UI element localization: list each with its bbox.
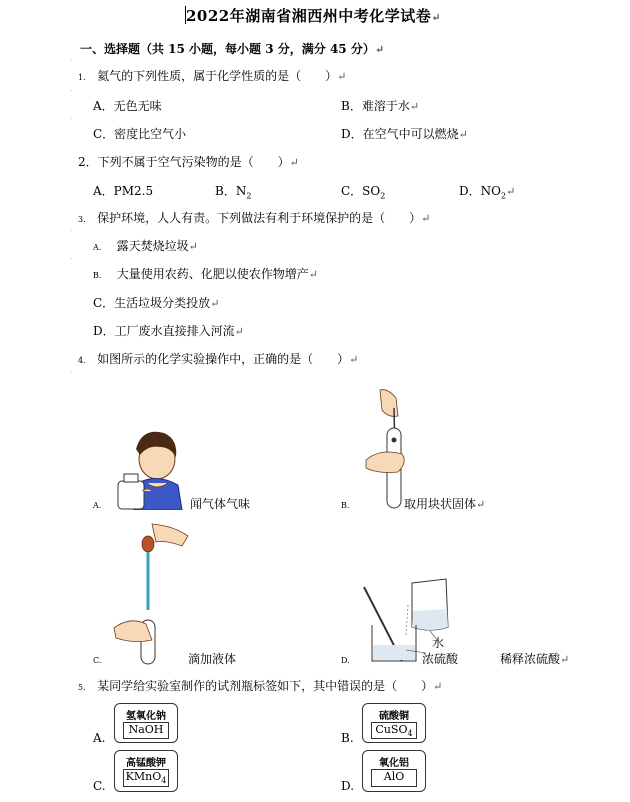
paragraph-mark: ↵	[409, 100, 420, 113]
line-tick: ˙	[70, 372, 74, 380]
q4-option-d-text	[500, 650, 569, 667]
reagent-label-b-formula-sub: 4	[407, 729, 413, 739]
q4-option-b-label: 取用块状固体	[404, 497, 477, 511]
paragraph-mark: ↵	[308, 268, 318, 281]
line-tick: ˙	[70, 60, 74, 68]
q4-text: 如图所示的化学实验操作中，正确的是（ ）	[97, 352, 350, 366]
q1-option-b[interactable]	[341, 97, 419, 114]
q4-water-label: 水	[432, 636, 445, 650]
reagent-label-d	[362, 750, 426, 792]
reagent-label-d-formula: AlO	[383, 770, 405, 783]
reagent-label-a-name: 氢氧化钠	[126, 711, 166, 722]
reagent-label-c-formula	[124, 770, 168, 785]
q4-option-d-label: 稀释浓硫酸	[500, 652, 561, 666]
q2-option-d[interactable]	[459, 182, 515, 200]
q5-option-b[interactable]: B.	[341, 731, 354, 745]
paragraph-mark: ↵	[289, 156, 299, 169]
q4-option-d-letter: D.	[341, 656, 350, 665]
q5-option-d[interactable]: D.	[341, 779, 355, 793]
reagent-label-b	[362, 703, 426, 743]
reagent-label-c-name: 高锰酸钾	[126, 758, 166, 769]
q2-option-d-text: D．NO	[459, 184, 501, 198]
q4-option-b-letter: B.	[341, 501, 350, 510]
q4-option-a-letter: A.	[93, 501, 102, 510]
q3-option-b[interactable]	[93, 265, 318, 282]
q1-stem	[78, 67, 346, 84]
line-tick: ˙	[70, 118, 74, 126]
line-tick: ˙	[70, 90, 74, 98]
q2-stem	[78, 153, 299, 170]
paragraph-mark: ↵	[506, 185, 516, 198]
reagent-label-b-formula-main: CuSO	[375, 723, 408, 736]
paragraph-mark: ↵	[560, 653, 570, 666]
q3-stem	[78, 209, 430, 226]
q2-option-c-text: C．SO	[341, 184, 381, 198]
paragraph-mark: ↵	[431, 11, 441, 24]
reagent-label-c-formula-box	[123, 769, 169, 787]
q2-option-b-text: B．N	[215, 184, 247, 198]
q4-option-c[interactable]	[93, 652, 101, 666]
q2-number: 2．	[78, 155, 98, 169]
q2-text: 下列不属于空气污染物的是（ ）	[97, 155, 290, 169]
q3-option-d[interactable]	[93, 322, 244, 339]
q3-option-b-letter: B.	[93, 271, 102, 280]
paragraph-mark: ↵	[374, 43, 385, 56]
q3-text: 保护环境，人人有责。下列做法有利于环境保护的是（ ）	[97, 211, 422, 225]
reagent-label-d-name: 氧化铝	[379, 758, 409, 769]
line-tick: ˙	[70, 258, 74, 266]
q2-option-d-sub: 2	[500, 191, 507, 201]
section-heading	[80, 40, 384, 57]
q5-stem	[78, 677, 442, 694]
q4-number: 4.	[78, 356, 86, 365]
reagent-label-c-formula-main: KMnO	[125, 770, 162, 783]
reagent-label-c	[114, 750, 178, 792]
section-text: 一、选择题（共 15 小题，每小题 3 分，满分 45 分）	[80, 42, 375, 56]
page-title	[186, 5, 441, 26]
q3-option-b-text: 大量使用农药、化肥以使农作物增产	[116, 267, 309, 281]
paragraph-mark: ↵	[349, 353, 359, 366]
reagent-label-b-formula-box	[371, 722, 417, 739]
paragraph-mark: ↵	[210, 297, 220, 310]
paragraph-mark: ↵	[188, 240, 198, 253]
q2-option-a[interactable]: A．PM2.5	[93, 184, 154, 198]
q1-option-d[interactable]	[341, 125, 468, 142]
q2-option-c[interactable]	[341, 182, 385, 200]
q3-option-d-text: D．工厂废水直接排入河流	[93, 324, 235, 338]
q4-option-d[interactable]	[341, 652, 350, 666]
paragraph-mark: ↵	[433, 680, 443, 693]
text-cursor	[185, 6, 186, 24]
paragraph-mark: ↵	[476, 498, 486, 511]
reagent-label-b-name: 硫酸铜	[379, 711, 409, 722]
reagent-label-c-formula-sub: 4	[161, 776, 167, 786]
reagent-label-a	[114, 703, 178, 743]
paragraph-mark: ↵	[234, 325, 244, 338]
q2-option-b-sub: 2	[246, 191, 252, 201]
q4-option-c-text: 滴加液体	[188, 652, 237, 666]
q3-option-c-text: C．生活垃圾分类投放	[93, 296, 211, 310]
q4-option-a-text: 闻气体气味	[190, 497, 251, 511]
q2-option-c-sub: 2	[380, 191, 386, 201]
q4-option-b-text	[404, 495, 485, 512]
q4-option-b[interactable]	[341, 497, 349, 511]
q3-option-c[interactable]	[93, 294, 219, 311]
q3-option-a-text: 露天焚烧垃圾	[116, 239, 189, 253]
reagent-label-d-formula-box	[371, 769, 417, 787]
q1-text: 氦气的下列性质，属于化学性质的是（ ）	[97, 69, 338, 83]
line-tick: ˙	[70, 230, 74, 238]
q5-text: 某同学给实验室制作的试剂瓶标签如下，其中错误的是（ ）	[97, 679, 434, 693]
reagent-label-a-formula-box	[123, 722, 169, 739]
q1-option-c[interactable]: C．密度比空气小	[93, 127, 187, 141]
q1-option-b-text: B．难溶于水	[341, 99, 410, 113]
dropping-liquid-illustration	[112, 520, 192, 670]
q5-option-c[interactable]: C.	[93, 779, 106, 793]
q4-acid-label: 浓硫酸	[422, 652, 459, 666]
paragraph-mark: ↵	[458, 128, 468, 141]
q1-number: 1.	[78, 73, 86, 82]
q4-option-a[interactable]	[93, 497, 101, 511]
q1-option-a[interactable]: A．无色无味	[93, 99, 162, 113]
paragraph-mark: ↵	[337, 70, 347, 83]
q5-option-a[interactable]: A.	[93, 731, 106, 745]
q3-option-a-letter: A.	[93, 243, 102, 252]
smelling-gas-illustration	[112, 425, 187, 510]
reagent-label-b-formula	[372, 723, 416, 738]
q1-option-d-text: D．在空气中可以燃烧	[341, 127, 459, 141]
q4-stem	[78, 350, 358, 367]
paragraph-mark: ↵	[421, 212, 431, 225]
q2-option-b[interactable]	[215, 182, 251, 200]
q4-option-c-letter: C.	[93, 656, 102, 665]
reagent-label-a-formula: NaOH	[128, 723, 164, 736]
q3-option-a[interactable]	[93, 237, 198, 254]
title-text: 2022年湖南省湘西州中考化学试卷	[186, 7, 432, 25]
q3-number: 3.	[78, 215, 86, 224]
q5-number: 5.	[78, 683, 86, 692]
